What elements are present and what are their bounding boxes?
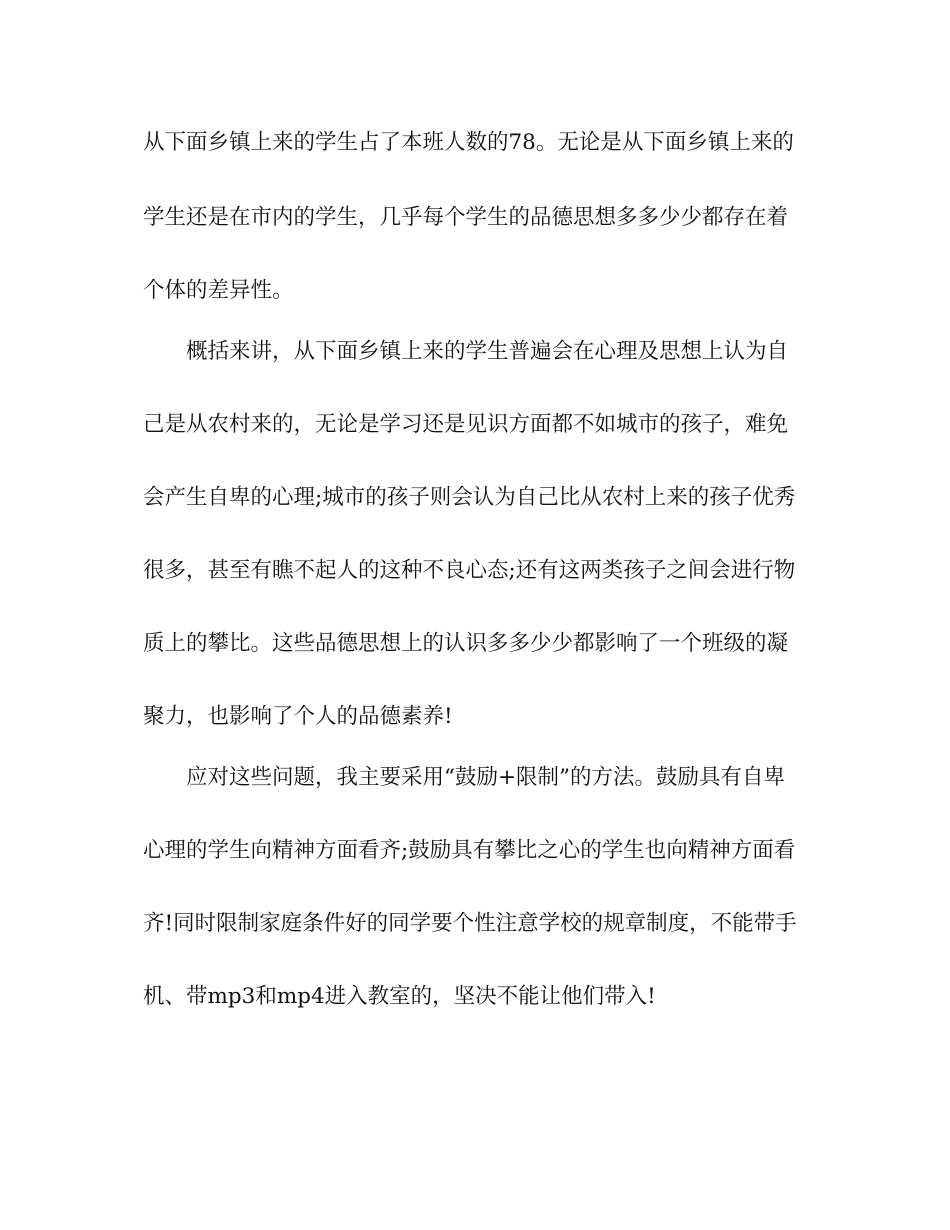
- text-line-7: 很多，甚至有瞧不起人的这种不良心态;还有这两类孩子之间会进行物: [143, 558, 796, 583]
- text-line-11: 心理的学生向精神方面看齐;鼓励具有攀比之心的学生也向精神方面看: [143, 838, 796, 863]
- text-line-3: 个体的差异性。: [143, 278, 294, 303]
- text-line-12: 齐!同时限制家庭条件好的同学要个性注意学校的规章制度，不能带手: [143, 911, 797, 936]
- text-line-1: 从下面乡镇上来的学生占了本班人数的78。无论是从下面乡镇上来的: [143, 130, 794, 155]
- text-line-4: 概括来讲，从下面乡镇上来的学生普遍会在心理及思想上认为自: [186, 339, 789, 364]
- text-line-13: 机、带mp3和mp4进入教室的，坚决不能让他们带入!: [143, 984, 656, 1009]
- text-line-10: 应对这些问题，我主要采用“鼓励+限制”的方法。鼓励具有自卑: [186, 765, 786, 790]
- text-line-5: 己是从农村来的，无论是学习还是见识方面都不如城市的孩子，难免: [143, 412, 789, 437]
- text-line-6: 会产生自卑的心理;城市的孩子则会认为自己比从农村上来的孩子优秀: [143, 485, 796, 510]
- text-line-9: 聚力，也影响了个人的品德素养!: [143, 704, 453, 729]
- text-line-2: 学生还是在市内的学生，几乎每个学生的品德思想多多少少都存在着: [143, 205, 789, 230]
- text-line-8: 质上的攀比。这些品德思想上的认识多多少少都影响了一个班级的凝: [143, 631, 789, 656]
